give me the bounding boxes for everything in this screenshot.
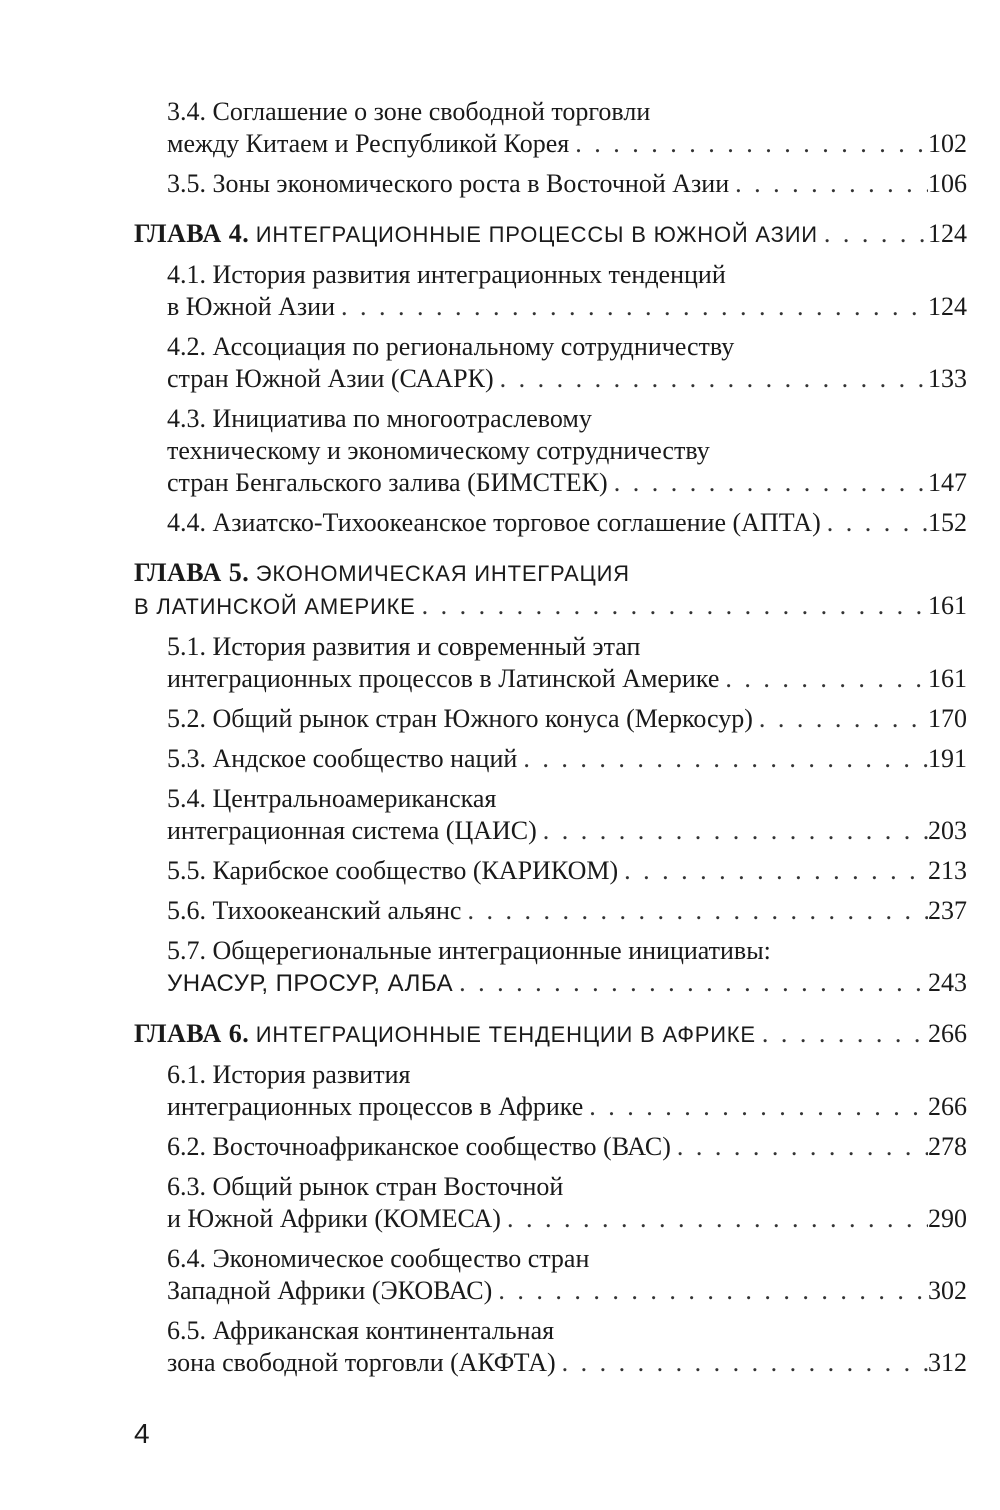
- page-number: 161: [928, 664, 967, 693]
- dot-leader: [583, 1091, 928, 1123]
- section-number: 5.1.: [167, 632, 206, 661]
- section-title-cont: между Китаем и Республикой Корея: [167, 129, 570, 158]
- toc-entry-5-6: [167, 895, 967, 927]
- dot-leader: [501, 1203, 928, 1235]
- dot-leader: [492, 1275, 928, 1307]
- section-title: Зоны экономического роста в Восточной Азии: [212, 169, 730, 198]
- toc-entry-6-3: [167, 1171, 967, 1235]
- page-number: 106: [928, 169, 967, 198]
- chapter-title: ЭКОНОМИЧЕСКАЯ ИНТЕГРАЦИЯ: [255, 561, 630, 586]
- section-title-cont: и Южной Африки (КОМЕСА): [167, 1204, 501, 1233]
- section-title: Центральноамериканская: [212, 784, 497, 813]
- page-number: 124: [928, 292, 967, 321]
- toc-entry-5-7: [167, 935, 967, 1000]
- dot-leader: [335, 291, 928, 323]
- section-title-cont: в Южной Азии: [167, 292, 335, 321]
- dot-leader: [416, 590, 928, 622]
- section-title: Общерегиональные интеграционные инициативы:: [212, 936, 771, 965]
- toc-entry-3-5: [167, 168, 967, 200]
- page-number: 133: [928, 364, 967, 393]
- section-number: 5.7.: [167, 936, 206, 965]
- section-title: Общий рынок стран Южного конуса (Меркосур): [212, 704, 753, 733]
- dot-leader: [608, 467, 928, 499]
- dot-leader: [494, 363, 928, 395]
- section-number: 3.5.: [167, 169, 206, 198]
- section-number: 6.2.: [167, 1132, 206, 1161]
- toc-entry-5-3: [167, 743, 967, 775]
- toc-entry-4-4: [167, 507, 967, 539]
- page-folio-number: 4: [134, 1418, 150, 1449]
- dot-leader: [618, 855, 928, 887]
- section-title-cont: техническому и экономическому сотрудничеству: [167, 436, 710, 465]
- chapter-title-cont: В ЛАТИНСКОЙ АМЕРИКЕ: [134, 594, 416, 619]
- page-number: 243: [928, 968, 967, 997]
- toc-entry-3-4: [167, 96, 967, 160]
- toc-entry-5-5: [167, 855, 967, 887]
- page-number: 266: [928, 1092, 967, 1121]
- page-number: 312: [928, 1348, 967, 1377]
- chapter-label: ГЛАВА 5.: [134, 558, 250, 587]
- section-number: 6.1.: [167, 1060, 206, 1089]
- section-number: 5.6.: [167, 896, 206, 925]
- dot-leader: [818, 218, 928, 250]
- dot-leader: [556, 1347, 928, 1379]
- toc-entry-6-1: [167, 1059, 967, 1123]
- page-number: 161: [928, 591, 967, 620]
- section-number: 5.5.: [167, 856, 206, 885]
- section-number: 4.4.: [167, 508, 206, 537]
- section-number: 6.4.: [167, 1244, 206, 1273]
- section-title: Тихоокеанский альянс: [212, 896, 462, 925]
- page-number: 278: [928, 1132, 967, 1161]
- toc-entry-5-4: [167, 783, 967, 847]
- section-title: Азиатско-Тихоокеанское торговое соглашение (АПТА): [212, 508, 821, 537]
- dot-leader: [537, 815, 928, 847]
- dot-leader: [756, 1018, 928, 1050]
- section-number: 5.4.: [167, 784, 206, 813]
- page-number: 170: [928, 704, 967, 733]
- section-title: Общий рынок стран Восточной: [212, 1172, 564, 1201]
- section-number: 4.3.: [167, 404, 206, 433]
- section-title-cont: интеграционная система (ЦАИС): [167, 816, 537, 845]
- dot-leader: [719, 663, 928, 695]
- toc-entry-6-5: [167, 1315, 967, 1379]
- page-number: 191: [928, 744, 967, 773]
- dot-leader: [671, 1131, 928, 1163]
- toc-entry-5-2: [167, 703, 967, 735]
- toc-chapter-5: [134, 557, 967, 623]
- dot-leader: [753, 703, 928, 735]
- toc-chapter-4: [134, 218, 967, 251]
- section-number: 3.4.: [167, 97, 206, 126]
- toc-entry-4-3: [167, 403, 967, 499]
- dot-leader: [569, 128, 928, 160]
- page-number: 290: [928, 1204, 967, 1233]
- page-number: 302: [928, 1276, 967, 1305]
- section-title-cont: УНАСУР, ПРОСУР, АЛБА: [167, 970, 454, 997]
- section-title-cont: интеграционных процессов в Африке: [167, 1092, 584, 1121]
- chapter-title: ИНТЕГРАЦИОННЫЕ ПРОЦЕССЫ В ЮЖНОЙ АЗИИ: [255, 222, 818, 247]
- page-number: 237: [928, 896, 967, 925]
- section-title: Экономическое сообщество стран: [212, 1244, 590, 1273]
- toc-entry-6-2: [167, 1131, 967, 1163]
- page-number: 203: [928, 816, 967, 845]
- section-title: История развития и современный этап: [212, 632, 641, 661]
- page-number: 147: [928, 468, 967, 497]
- chapter-label: ГЛАВА 6.: [134, 1019, 250, 1048]
- section-title: История развития интеграционных тенденций: [212, 260, 726, 289]
- chapter-label: ГЛАВА 4.: [134, 219, 250, 248]
- section-number: 5.2.: [167, 704, 206, 733]
- toc-entry-5-1: [167, 631, 967, 695]
- toc-chapter-6: [134, 1018, 967, 1051]
- page-number: 124: [928, 219, 967, 248]
- section-title-cont: интеграционных процессов в Латинской Америке: [167, 664, 720, 693]
- section-title: Карибское сообщество (КАРИКОМ): [212, 856, 619, 885]
- dot-leader: [461, 895, 928, 927]
- dot-leader: [453, 967, 928, 999]
- page-number: 213: [928, 856, 967, 885]
- section-title: Инициатива по многоотраслевому: [212, 404, 592, 433]
- chapter-title: ИНТЕГРАЦИОННЫЕ ТЕНДЕНЦИИ В АФРИКЕ: [255, 1022, 756, 1047]
- dot-leader: [517, 743, 928, 775]
- section-title: История развития: [212, 1060, 411, 1089]
- toc-entry-4-2: [167, 331, 967, 395]
- dot-leader: [729, 168, 928, 200]
- section-number: 4.1.: [167, 260, 206, 289]
- section-title-cont: стран Бенгальского залива (БИМСТЕК): [167, 468, 608, 497]
- page-number: 266: [928, 1019, 967, 1048]
- section-title: Восточноафриканское сообщество (ВАС): [212, 1132, 671, 1161]
- section-number: 5.3.: [167, 744, 206, 773]
- section-number: 6.3.: [167, 1172, 206, 1201]
- page-number: 102: [928, 129, 967, 158]
- page-number: 152: [928, 508, 967, 537]
- section-title-cont: зона свободной торговли (АКФТА): [167, 1348, 556, 1377]
- section-title: Андское сообщество наций: [212, 744, 518, 773]
- section-title-cont: Западной Африки (ЭКОВАС): [167, 1276, 493, 1305]
- section-title: Ассоциация по региональному сотрудничеству: [212, 332, 735, 361]
- section-title: Соглашение о зоне свободной торговли: [212, 97, 651, 126]
- dot-leader: [821, 507, 928, 539]
- toc-entry-6-4: [167, 1243, 967, 1307]
- section-title: Африканская континентальная: [212, 1316, 555, 1345]
- section-number: 4.2.: [167, 332, 206, 361]
- table-of-contents: [0, 96, 1000, 1379]
- section-number: 6.5.: [167, 1316, 206, 1345]
- toc-entry-4-1: [167, 259, 967, 323]
- section-title-cont: стран Южной Азии (СААРК): [167, 364, 494, 393]
